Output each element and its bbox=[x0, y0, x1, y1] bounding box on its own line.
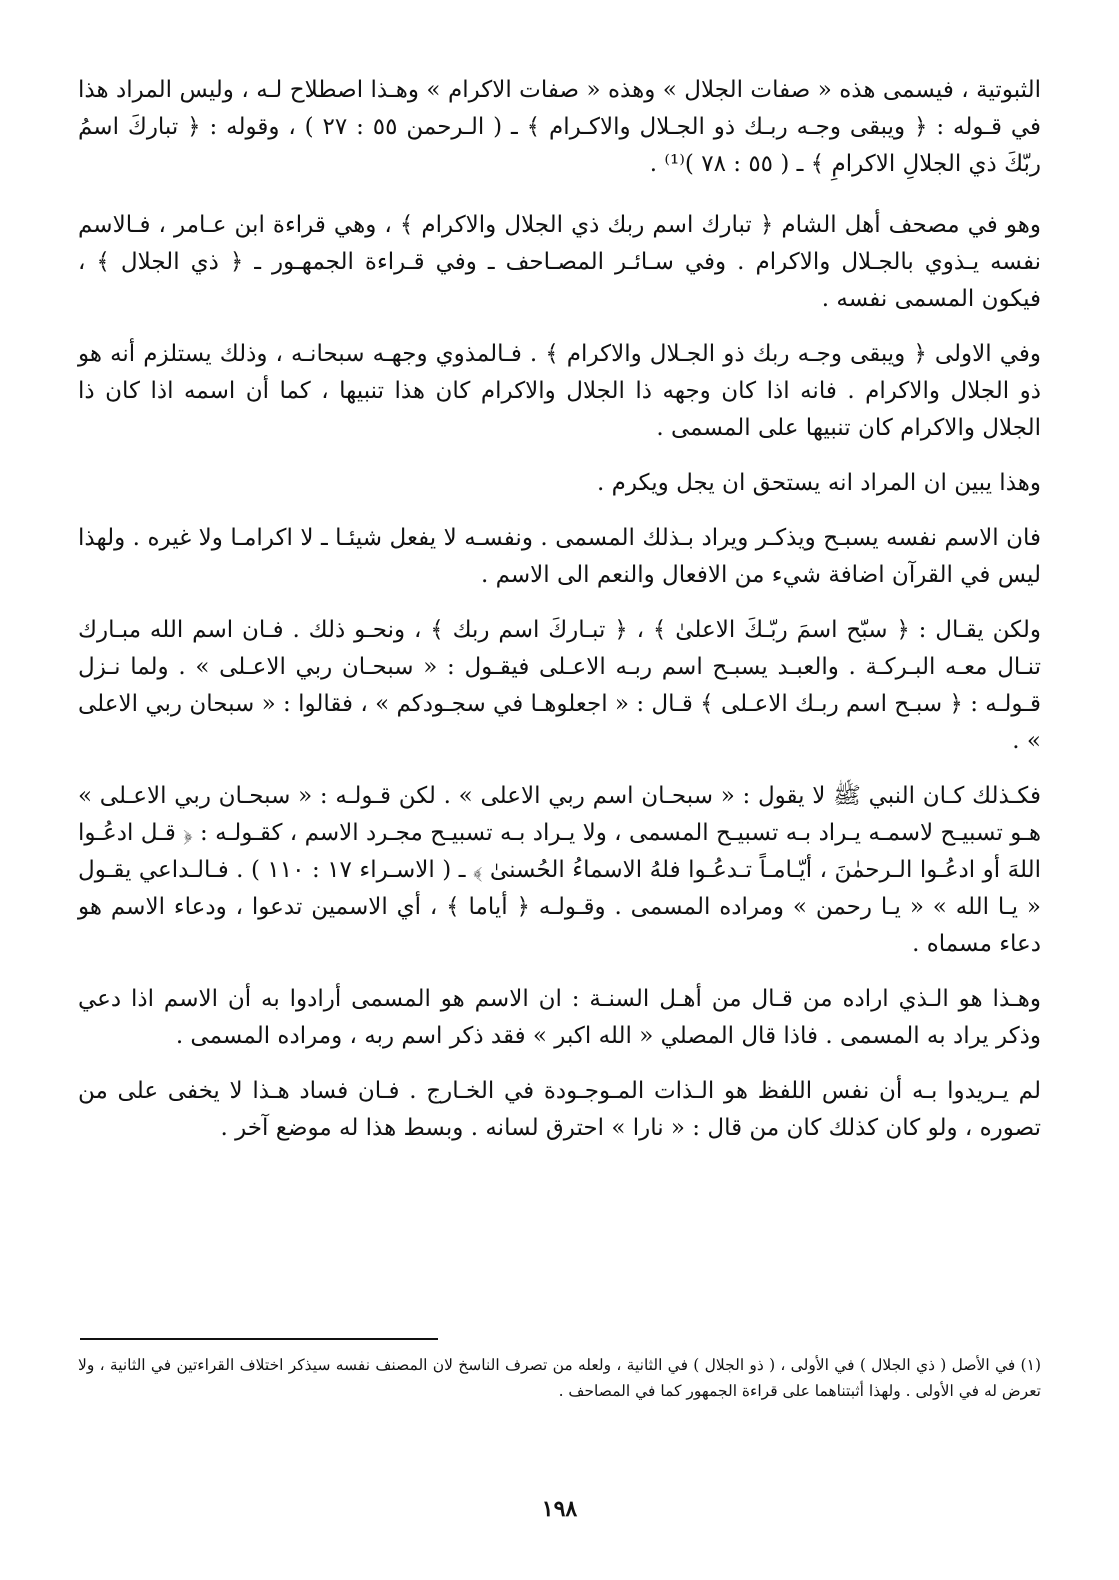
paragraph-9: لم يـريدوا بـه أن نفس اللفظ هو الـذات المـوجـودة في الخـارج . فـان فساد هـذا لا يخفى على من تصوره ، ولو كان كذلك كان من قال : « نارا » احترق لسانه . وبسط هذا له موضع آخر . bbox=[78, 1078, 1041, 1141]
page-number: ١٩٨ bbox=[541, 1496, 578, 1522]
footnote-divider bbox=[80, 1338, 438, 1340]
paragraph-6: ولكن يقـال : ﴿ سبّح اسمَ ربّـكَ الاعلىٰ ﴾ ، ﴿ تبـاركَ اسم ربك ﴾ ، ونحـو ذلك . فـان اسم الله مبـارك تنـال معـه البـركـة . والعبـد يسبـح اسم ربـه الاعـلى فيقـول : « سبحـان ربي الاعـلى » . ولما نـزل قـولـه : ﴿ سبـح اسم ربـك الاعـلى ﴾ قـال : « اجعلوهـا في سجـودكم » ، فقالوا : « سبحان ربي الاعلى » . bbox=[78, 617, 1041, 754]
paragraph-7: فكـذلك كـان النبي ﷺ لا يقول : « سبحـان اسم ربي الاعلى » . لكن قـولـه : « سبحـان ربي الاعـلى » هـو تسبيـح لاسمـه يـراد بـه تسبيـح المسمى ، ولا يـراد بـه تسبيـح مجـرد الاسم ، كقـولـه : ﴿ قـل ادعُـوا اللهَ أو ادعُـوا الـرحمٰنَ ، أيّـامـاً تـدعُـوا فلهُ الاسماءُ الحُسنىٰ ﴾ ـ ( الاسـراء ١٧ : ١١٠ ) . فـالـداعي يقـول « يـا الله » « يـا رحمن » ومراده المسمى . وقـولـه ﴿ أياما ﴾ ، أي الاسمين تدعوا ، ودعاء الاسم هو دعاء مسماه . bbox=[78, 783, 1041, 957]
paragraph-8: وهـذا هو الـذي اراده من قـال من أهـل السنـة : ان الاسم هو المسمى أرادوا به أن الاسم اذا دعي وذكر يراد به المسمى . فاذا قال المصلي « الله اكبر » فقد ذكر اسم ربه ، ومراده المسمى . bbox=[78, 986, 1041, 1049]
paragraph-3: وفي الاولى ﴿ ويبقى وجـه ربك ذو الجـلال والاكرام ﴾ . فـالمذوي وجهـه سبحانـه ، وذلك يستلزم أنه هو ذو الجلال والاكرام . فانه اذا كان وجهه ذا الجلال والاكرام كان هذا تنبيها ، كما أن اسمه اذا كان ذا الجلال والاكرام كان تنبيها على المسمى . bbox=[78, 341, 1041, 441]
paragraph-1: الثبوتية ، فيسمى هذه « صفات الجلال » وهذه « صفات الاكرام » وهـذا اصطلاح لـه ، وليس المراد هذا في قـوله : ﴿ ويبقى وجـه ربـك ذو الجـلال والاكـرام ﴾ ـ ( الـرحمن ٥٥ : ٢٧ ) ، وقوله : ﴿ تباركَ اسمُ ربّكَ ذي الجلالِ الاكرامِ ﴾ ـ ( ٥٥ : ٧٨ )⁽¹⁾ . bbox=[78, 77, 1041, 177]
paragraph-4: وهذا يبين ان المراد انه يستحق ان يجل ويكرم . bbox=[597, 470, 1041, 496]
footnote: (١) في الأصل ( ذي الجلال ) في الأولى ، ( ذو الجلال ) في الثانية ، ولعله من تصرف الناسخ لان المصنف نفسه سيذكر اختلاف القراءتين في الثانية ، ولا تعرض له في الأولى . ولهذا أثبتناهما على قراءة الجمهور كما في المصاحف . bbox=[78, 1356, 1041, 1400]
paragraph-5: فان الاسم نفسه يسبـح ويذكـر ويراد بـذلك المسمى . ونفسـه لا يفعل شيئـا ـ لا اكرامـا ولا غيره . ولهذا ليس في القرآن اضافة شيء من الافعال والنعم الى الاسم . bbox=[78, 525, 1041, 588]
paragraph-2: وهو في مصحف أهل الشام ﴿ تبارك اسم ربك ذي الجلال والاكرام ﴾ ، وهي قراءة ابن عـامر ، فـالاسم نفسه يـذوي بالجـلال والاكرام . وفي سـائـر المصـاحف ـ وفي قـراءة الجمهـور ـ ﴿ ذي الجلال ﴾ ، فيكون المسمى نفسه . bbox=[78, 212, 1041, 312]
